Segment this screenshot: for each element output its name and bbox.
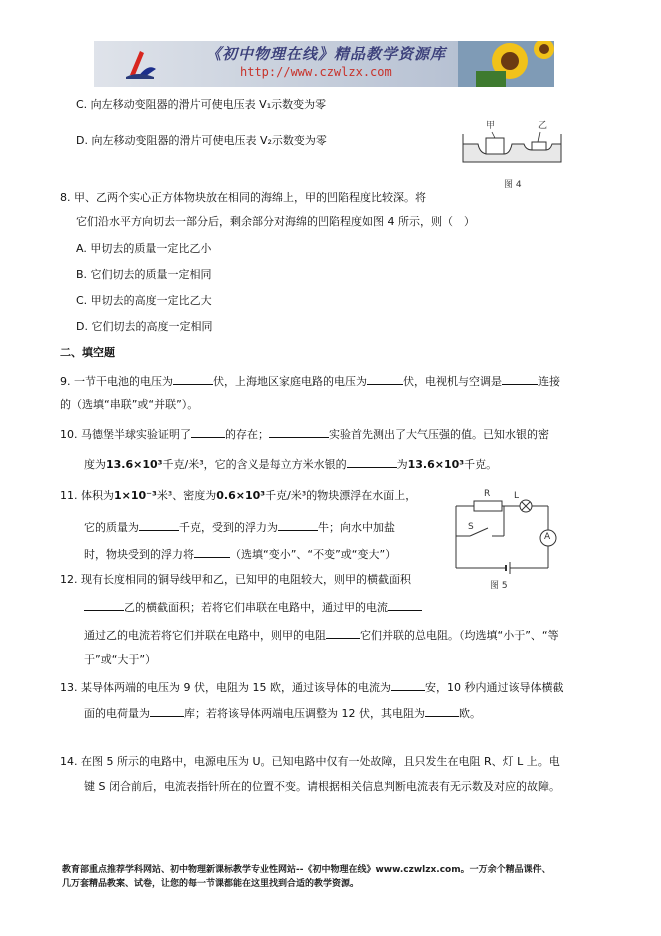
q10-density-value-2: 13.6×10³ [407,458,465,471]
q12-line-1: 12. 现有长度相同的铜导线甲和乙，已知甲的电阻较大，则甲的横截面积 [60,573,411,586]
footer-line-2: 几万套精品教案、试卷，让您的每一节课都能在这里找到合适的教学资源。 [62,879,360,889]
q13-blank-3[interactable] [425,705,459,717]
q11-text-5: 千克，受到的浮力为 [179,521,278,534]
q13-blank-1[interactable] [391,679,425,691]
q12-text-3: 通过乙的电流若将它们并联在电路中，则甲的电阻 [84,629,326,642]
q13-text-5: 欧。 [459,707,481,720]
q13-text-3: 面的电荷量为 [84,707,150,720]
figure-4-caption: 图 4 [504,180,522,190]
sunflower-icon [458,41,554,87]
q9-blank-3[interactable] [502,373,538,385]
q13-line-1 [60,679,563,695]
figure-5-label-r: R [484,489,491,499]
header-banner [94,41,554,87]
q14-line-1: 14. 在图 5 所示的电路中，电源电压为 U。已知电路中仅有一处故障，且只发生在电阻 R、灯 L 上。电 [60,755,560,768]
q12-line-2 [84,599,422,615]
q9-text-4: 连接 [538,375,560,388]
section-title-fill-blank: 二、填空题 [60,346,115,359]
q10-text-6: 为 [396,458,408,471]
q9-text-3: 伏，电视机与空调是 [403,375,502,388]
q7-option-c: C. 向左移动变阻器的滑片可使电压表 V₁示数变为零 [76,98,327,111]
q13-text-1: 13. 某导体两端的电压为 9 伏，电阻为 15 欧，通过该导体的电流为 [60,681,391,694]
q7-option-d: D. 向左移动变阻器的滑片可使电压表 V₂示数变为零 [76,134,327,147]
q12-blank-3[interactable] [326,627,360,639]
q11-blank-3[interactable] [194,546,230,558]
q13-line-2 [84,705,481,721]
figure-5-label-s: S [468,522,474,532]
q12-line-4: 于”或“大于”） [84,653,157,666]
figure-4-label-yi: 乙 [538,121,548,131]
q8-option-b: B. 它们切去的质量一定相同 [76,268,212,281]
q12-line-3 [84,627,559,643]
q10-text-3: 实验首先测出了大气压强的值。已知水银的密 [329,428,549,441]
q10-line-2 [84,456,497,472]
figure-5-label-a: A [544,532,551,542]
q13-blank-2[interactable] [150,705,184,717]
figure-5 [448,488,572,592]
q10-text-5: 千克/米³，它的含义是每立方米水银的 [162,458,347,471]
q11-line-2 [84,519,395,535]
q11-text-1: 11. 体积为 [60,489,114,502]
circuit-diagram [448,488,572,592]
banner-url[interactable]: http://www.czwlzx.com [240,65,392,79]
q9-text-2: 伏，上海地区家庭电路的电压为 [213,375,367,388]
q11-line-3 [84,546,396,562]
q11-text-6: 牛；向水中加盐 [318,521,395,534]
q10-blank-2[interactable] [269,426,329,438]
q13-text-2: 安，10 秒内通过该导体横截 [424,681,564,694]
q11-text-3: 千克/米³的物块漂浮在水面上， [265,489,417,502]
q11-volume-value: 1×10⁻³ [114,489,157,502]
q11-density-value: 0.6×10³ [216,489,266,502]
q10-density-value: 13.6×10³ [106,458,163,471]
q9-blank-2[interactable] [367,373,403,385]
q10-blank-1[interactable] [191,426,225,438]
figure-4-label-jia: 甲 [486,121,496,131]
q13-text-4: 库；若将该导体两端电压调整为 12 伏，其电阻为 [184,707,425,720]
q9-text-1: 9. 一节干电池的电压为 [60,375,173,388]
q10-text-7: 千克。 [464,458,498,471]
banner-title: 《初中物理在线》精品教学资源库 [206,45,447,63]
q10-text-4: 度为 [84,458,106,471]
q8-stem-line-2: 它们沿水平方向切去一部分后，剩余部分对海绵的凹陷程度如图 4 所示，则（ ） [76,215,475,228]
q10-blank-3[interactable] [347,456,397,468]
q8-option-c: C. 甲切去的高度一定比乙大 [76,294,212,307]
q11-text-8: （选填“变小”、“不变”或“变大”） [230,548,397,561]
q12-blank-2[interactable] [388,599,422,611]
q8-stem-line-1: 8. 甲、乙两个实心正方体物块放在相同的海绵上，甲的凹陷程度比较深。将 [60,191,426,204]
q12-text-4: 它们并联的总电阻。（均选填“小于”、“等 [360,629,559,642]
q8-option-a: A. 甲切去的质量一定比乙小 [76,242,212,255]
figure-5-caption: 图 5 [490,581,508,591]
q10-text-1: 10. 马德堡半球实验证明了 [60,428,191,441]
q10-line-1 [60,426,549,442]
logo-icon [124,47,158,81]
q11-text-7: 时，物块受到的浮力将 [84,548,194,561]
q9-blank-1[interactable] [173,373,213,385]
q14-line-2: 键 S 闭合前后，电流表指针所在的位置不变。请根据相关信息判断电流表有无示数及对应的故障。 [84,780,560,793]
q11-blank-1[interactable] [139,519,179,531]
q10-text-2: 的存在； [225,428,269,441]
q11-text-4: 它的质量为 [84,521,139,534]
q11-line-1 [60,489,416,503]
figure-5-label-l: L [514,491,520,501]
q12-blank-1[interactable] [84,599,124,611]
q8-option-d: D. 它们切去的高度一定相同 [76,320,213,333]
q11-blank-2[interactable] [278,519,318,531]
footer-line-1: 教育部重点推荐学科网站、初中物理新课标教学专业性网站--《初中物理在线》www.czwlzx.com。一万余个精品课件、 [62,865,551,875]
q12-text-2: 乙的横截面积；若将它们串联在电路中，通过甲的电流 [124,601,388,614]
q9-line-2: 的（选填“串联”或“并联”）。 [60,398,199,411]
figure-4 [458,114,568,194]
q9-line-1 [60,373,560,389]
q11-text-2: 米³、密度为 [156,489,217,502]
